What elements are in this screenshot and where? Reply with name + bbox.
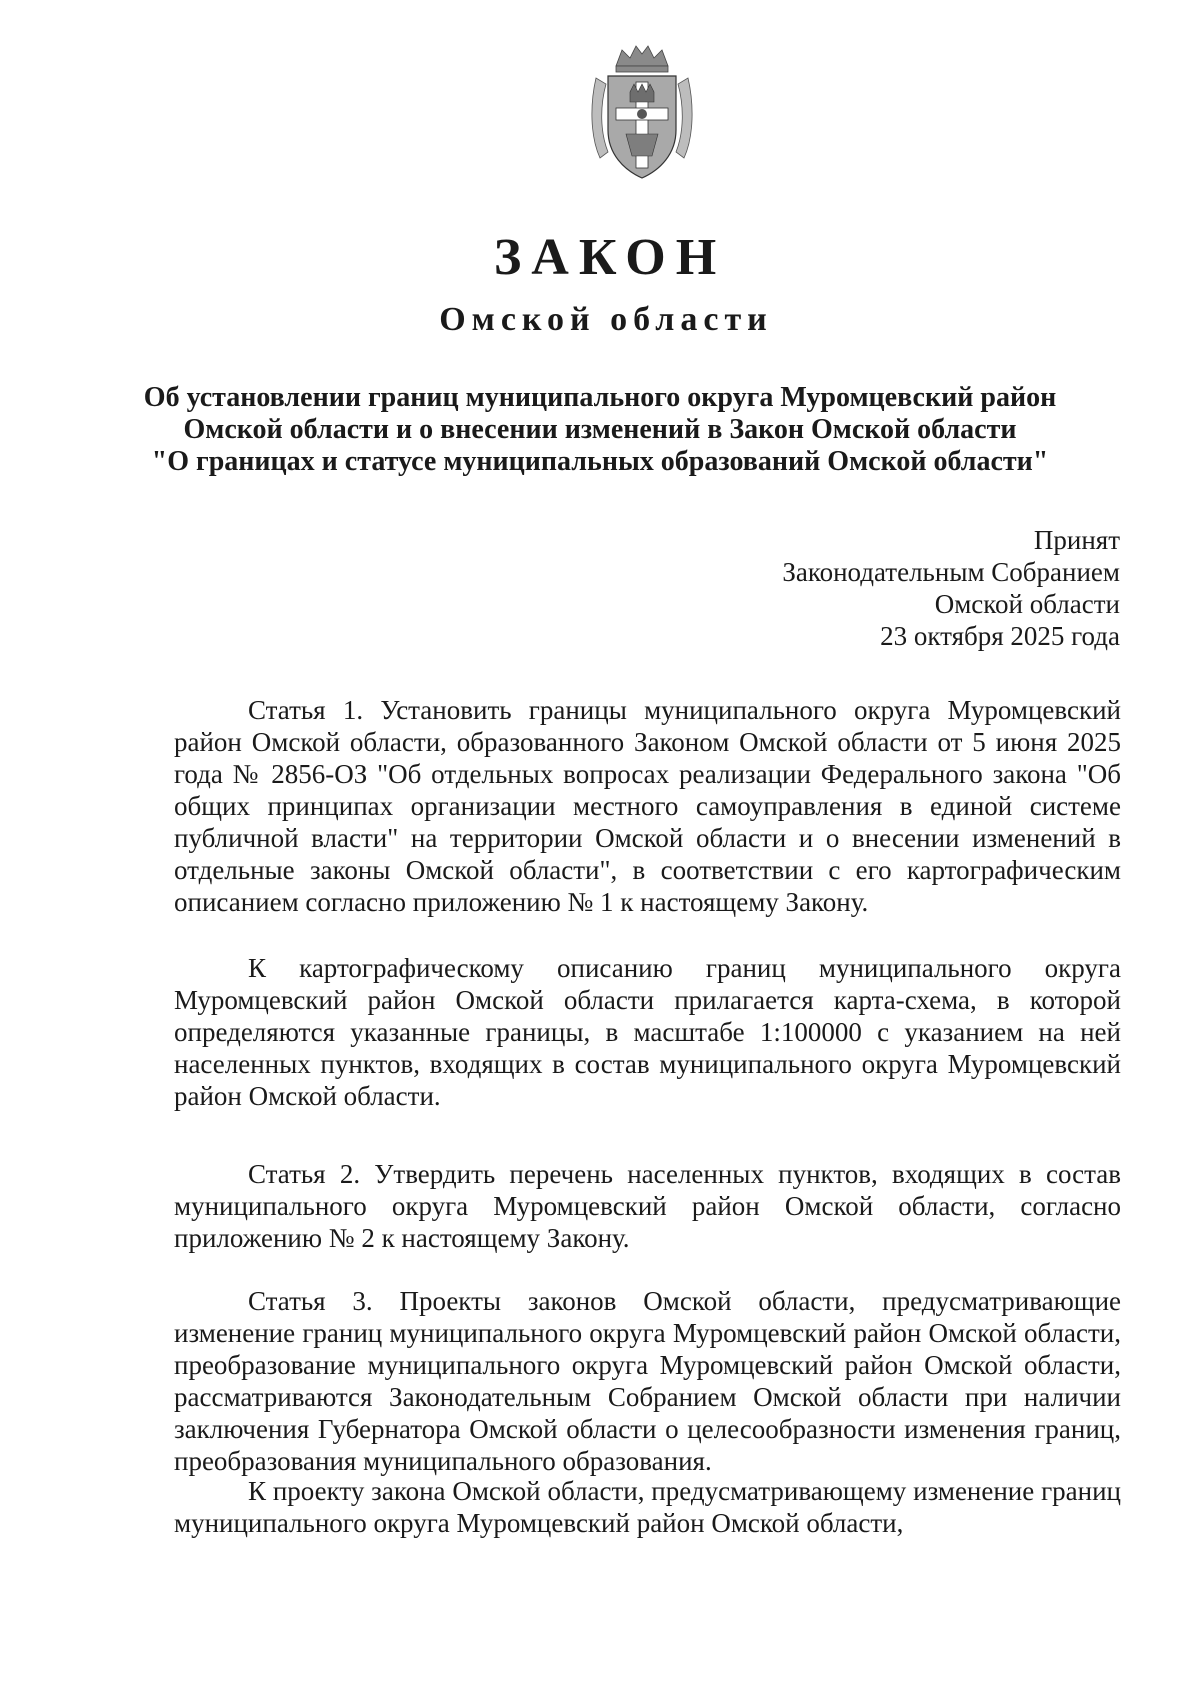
adoption-block	[782, 524, 1120, 652]
adoption-date: 23 октября 2025 года	[880, 621, 1120, 651]
law-heading-line-1: Об установлении границ муниципального округа Муромцевский район	[143, 382, 1057, 413]
article-1-text: Статья 1. Установить границы муниципального округа Муромцевский район Омской области, образованного Законом Омской области от 5 июня 2025 года № 2856-ОЗ "Об отдельных вопросах реализации Федерального закона "Об общих принципах организации местного самоуправления в единой системе публичной власти" на территории Омской области и о внесении изменений в отдельные законы Омской области", в соответствии с его картографическим описанием согласно приложению № 1 к настоящему Закону.	[174, 695, 1121, 917]
law-heading	[120, 382, 1080, 478]
article-2	[174, 1158, 1121, 1254]
article-3-text: Статья 3. Проекты законов Омской области, предусматривающие изменение границ муниципального округа Муромцевский район Омской области, преобразование муниципального округа Муромцевский район Омской области, рассматриваются Законодательным Собранием Омской области при наличии заключения Губернатора Омской области о целесообразности изменения границ, преобразования муниципального образования.	[174, 1286, 1121, 1476]
article-3-continuation	[174, 1475, 1121, 1539]
article-1-map-paragraph	[174, 952, 1121, 1112]
adoption-line-1: Принят	[1033, 525, 1120, 555]
law-heading-line-2: Омской области и о внесении изменений в Закон Омской области	[183, 414, 1017, 445]
adoption-line-2: Законодательным Собранием	[782, 557, 1120, 587]
adoption-line-3: Омской области	[934, 589, 1120, 619]
article-3-continuation-text: К проекту закона Омской области, предусматривающему изменение границ муниципального округа Муромцевский район Омской области,	[174, 1476, 1121, 1538]
coat-of-arms-emblem	[586, 44, 698, 182]
document-issuer-subtitle: Омской области	[439, 301, 773, 338]
document-type-title: ЗАКОН	[493, 229, 727, 286]
article-2-text: Статья 2. Утвердить перечень населенных пунктов, входящих в состав муниципального округа Муромцевский район Омской области, согласно приложению № 2 к настоящему Закону.	[174, 1159, 1121, 1253]
law-heading-line-3: "О границах и статусе муниципальных образований Омской области"	[151, 446, 1049, 477]
article-3	[174, 1285, 1121, 1477]
article-1	[174, 694, 1121, 918]
article-1-map-text: К картографическому описанию границ муниципального округа Муромцевский район Омской области прилагается карта-схема, в которой определяются указанные границы, в масштабе 1:100000 с указанием на ней населенных пунктов, входящих в состав муниципального округа Муромцевский район Омской области.	[174, 953, 1121, 1111]
